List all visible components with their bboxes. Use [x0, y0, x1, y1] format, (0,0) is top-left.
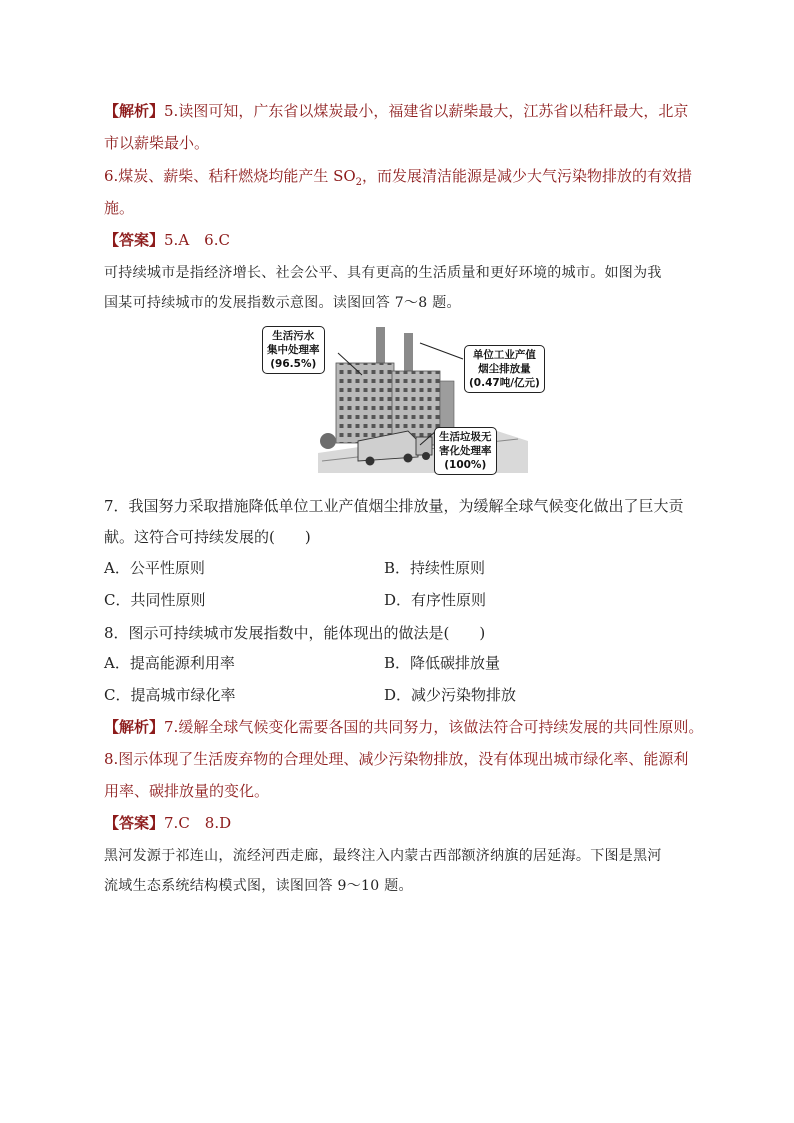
callout-sewage-treatment-rate: 生活污水 集中处理率 (96.5%): [262, 326, 325, 374]
answer-text: 7.C 8.D: [164, 814, 232, 832]
callout-dust-emission: 单位工业产值 烟尘排放量 (0.47吨/亿元): [464, 345, 545, 393]
analysis-5-line-2: 市以薪柴最小。: [104, 134, 210, 152]
q8-option-b[interactable]: B．降低碳排放量: [384, 654, 501, 672]
so2-subscript: 2: [355, 177, 363, 188]
q7-option-c[interactable]: C．共同性原则: [104, 591, 206, 609]
question-7-options-row-2: [0, 589, 794, 611]
question-8-options-row-1: [0, 652, 794, 674]
q8-option-c[interactable]: C．提高城市绿化率: [104, 686, 236, 704]
analysis-tag: 【解析】: [104, 718, 165, 736]
intro-7-8-line-1: 可持续城市是指经济增长、社会公平、具有更高的生活质量和更好环境的城市。如图为我: [104, 265, 662, 281]
question-8-line-1: 8．图示可持续城市发展指数中，能体现出的做法是( ): [104, 624, 486, 642]
analysis-7-text: 7.缓解全球气候变化需要各国的共同努力，该做法符合可持续发展的共同性原则。: [164, 718, 704, 736]
analysis-7-line-1: [104, 716, 703, 737]
answer-7-8: [104, 812, 231, 833]
question-7-line-2: 献。这符合可持续发展的( ): [104, 528, 311, 546]
q8-option-d[interactable]: D．减少污染物排放: [384, 686, 517, 704]
analysis-tag: 【解析】: [104, 102, 165, 120]
building-left: [336, 363, 394, 443]
analysis-8-line-2: 用率、碳排放量的变化。: [104, 782, 270, 800]
intro-9-10-line-2: 流域生态系统结构模式图，读图回答 9～10 题。: [104, 878, 413, 894]
answer-5-6: [104, 229, 230, 250]
analysis-6-text-post: ，而发展清洁能源是减少大气污染物排放的有效措: [362, 167, 693, 185]
question-8-options-row-2: [0, 684, 794, 706]
analysis-6-text-pre: 6.煤炭、薪柴、秸秆燃烧均能产生 SO: [104, 167, 356, 185]
answer-tag: 【答案】: [104, 231, 165, 249]
analysis-8-line-1: 8.图示体现了生活废弃物的合理处理、减少污染物排放，没有体现出城市绿化率、能源利: [104, 750, 689, 768]
answer-tag: 【答案】: [104, 814, 165, 832]
analysis-6-line-2: 施。: [104, 199, 135, 217]
q7-option-a[interactable]: A．公平性原则: [104, 559, 205, 577]
question-7-options-row-1: [0, 557, 794, 579]
q8-option-a[interactable]: A．提高能源利用率: [104, 654, 235, 672]
callout-garbage-treatment-rate: 生活垃圾无 害化处理率 (100%): [434, 427, 497, 475]
intro-7-8-line-2: 国某可持续城市的发展指数示意图。读图回答 7～8 题。: [104, 295, 461, 311]
intro-9-10-line-1: 黑河发源于祁连山，流经河西走廊，最终注入内蒙古西部额济纳旗的居延海。下图是黑河: [104, 848, 662, 864]
question-7-line-1: 7．我国努力采取措施降低单位工业产值烟尘排放量，为缓解全球气候变化做出了巨大贡: [104, 497, 684, 515]
analysis-6-line-1: [104, 165, 692, 188]
q7-option-d[interactable]: D．有序性原则: [384, 591, 487, 609]
q7-option-b[interactable]: B．持续性原则: [384, 559, 486, 577]
answer-text: 5.A 6.C: [164, 231, 230, 249]
analysis-5-line-1: [104, 100, 688, 121]
analysis-5-text: 5.读图可知，广东省以煤炭最小，福建省以薪柴最大，江苏省以秸秆最大，北京: [164, 102, 689, 120]
sustainable-city-figure: [258, 323, 552, 483]
